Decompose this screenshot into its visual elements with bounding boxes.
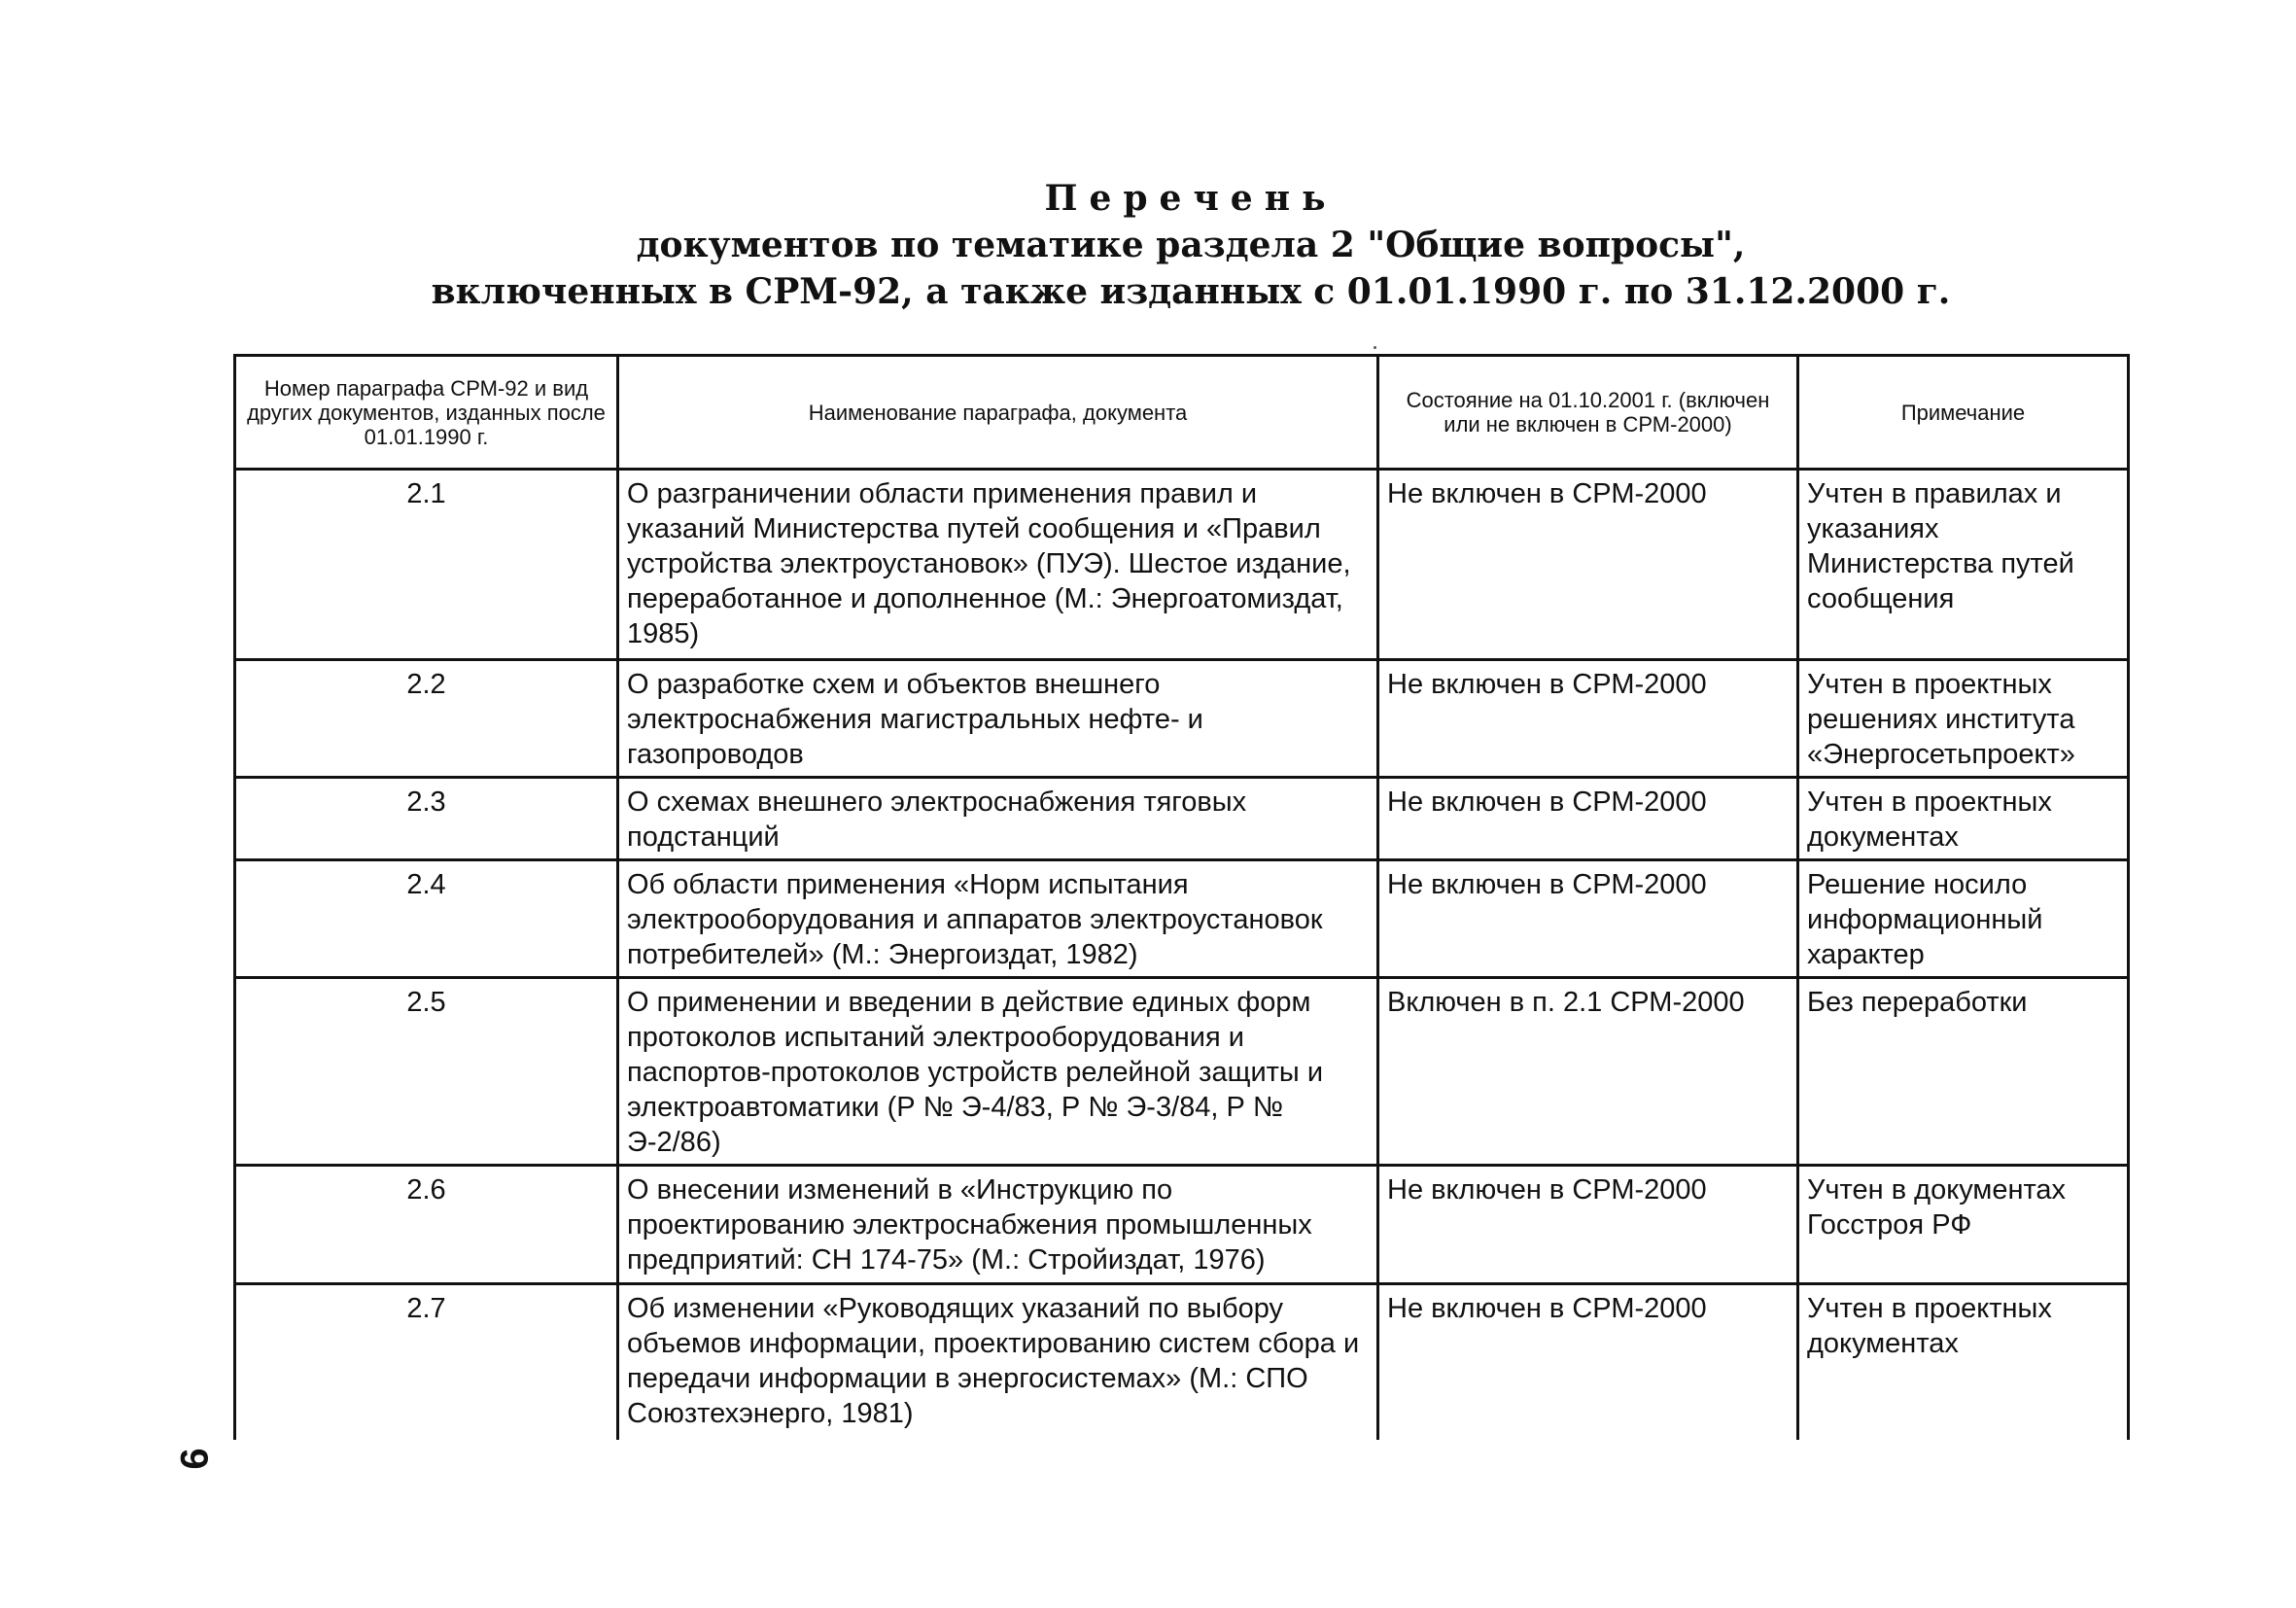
header-paragraph-name: Наименование параграфа, документа — [618, 356, 1378, 470]
title-line-1: Перечень — [1044, 178, 1338, 219]
header-note: Примечание — [1798, 356, 2129, 470]
row-number: 2.2 — [235, 660, 618, 778]
table-header-row — [235, 356, 2129, 470]
row-number: 2.1 — [235, 470, 618, 660]
row-status: Включен в п. 2.1 СРМ-2000 — [1378, 978, 1798, 1166]
row-note: Учтен в проектных документах — [1798, 778, 2129, 860]
document-title — [292, 175, 2090, 315]
title-line-3: включенных в СРМ-92, а также изданных с 01.01.1990 г. по 31.12.2000 г. — [431, 271, 1951, 312]
row-name: О разработке схем и объектов внешнего электроснабжения магистральных нефте- и газопроводов — [618, 660, 1378, 778]
table-row — [235, 860, 2129, 978]
header-status: Состояние на 01.10.2001 г. (включен или не включен в СРМ-2000) — [1378, 356, 1798, 470]
row-number: 2.5 — [235, 978, 618, 1166]
table-row — [235, 470, 2129, 660]
row-name: О схемах внешнего электроснабжения тяговых подстанций — [618, 778, 1378, 860]
row-name: О применении и введении в действие единых форм протоколов испытаний электрооборудования и паспортов-протоколов устройств релейной защиты и электроавтоматики (Р № Э-4/83, Р № Э-3/84, Р № Э-2/86) — [618, 978, 1378, 1166]
row-number: 2.7 — [235, 1284, 618, 1440]
row-status: Не включен в СРМ-2000 — [1378, 470, 1798, 660]
row-name: О внесении изменений в «Инструкцию по проектированию электроснабжения промышленных предприятий: СН 174-75» (М.: Стройиздат, 1976) — [618, 1166, 1378, 1284]
row-note: Решение носило информационный характер — [1798, 860, 2129, 978]
row-number: 2.3 — [235, 778, 618, 860]
row-name: Об области применения «Норм испытания электрооборудования и аппаратов электроустановок потребителей» (М.: Энергоиздат, 1982) — [618, 860, 1378, 978]
row-status: Не включен в СРМ-2000 — [1378, 860, 1798, 978]
row-note: Учтен в проектных решениях института «Энергосетьпроект» — [1798, 660, 2129, 778]
table-row — [235, 978, 2129, 1166]
scan-artifact-dot — [1374, 346, 1376, 349]
table-row — [235, 660, 2129, 778]
row-name: О разграничении области применения правил и указаний Министерства путей сообщения и «Правил устройства электроустановок» (ПУЭ). Шестое издание, переработанное и дополненное (М.: Энергоатомиздат, 1985) — [618, 470, 1378, 660]
row-status: Не включен в СРМ-2000 — [1378, 1166, 1798, 1284]
page-number: 6 — [173, 1448, 217, 1470]
header-paragraph-number: Номер параграфа СРМ-92 и вид других документов, изданных после 01.01.1990 г. — [235, 356, 618, 470]
table-row — [235, 1284, 2129, 1440]
row-note: Учтен в проектных документах — [1798, 1284, 2129, 1440]
row-number: 2.4 — [235, 860, 618, 978]
row-note: Учтен в документах Госстроя РФ — [1798, 1166, 2129, 1284]
row-status: Не включен в СРМ-2000 — [1378, 778, 1798, 860]
documents-table — [233, 354, 2130, 1440]
row-number: 2.6 — [235, 1166, 618, 1284]
row-note: Учтен в правилах и указаниях Министерства путей сообщения — [1798, 470, 2129, 660]
title-line-2: документов по тематике раздела 2 "Общие вопросы", — [636, 225, 1746, 265]
table-row — [235, 778, 2129, 860]
row-note: Без переработки — [1798, 978, 2129, 1166]
table-row — [235, 1166, 2129, 1284]
row-status: Не включен в СРМ-2000 — [1378, 1284, 1798, 1440]
row-status: Не включен в СРМ-2000 — [1378, 660, 1798, 778]
row-name: Об изменении «Руководящих указаний по выбору объемов информации, проектированию систем сбора и передачи информации в энергосистемах» (М.: СПО Союзтехэнерго, 1981) — [618, 1284, 1378, 1440]
